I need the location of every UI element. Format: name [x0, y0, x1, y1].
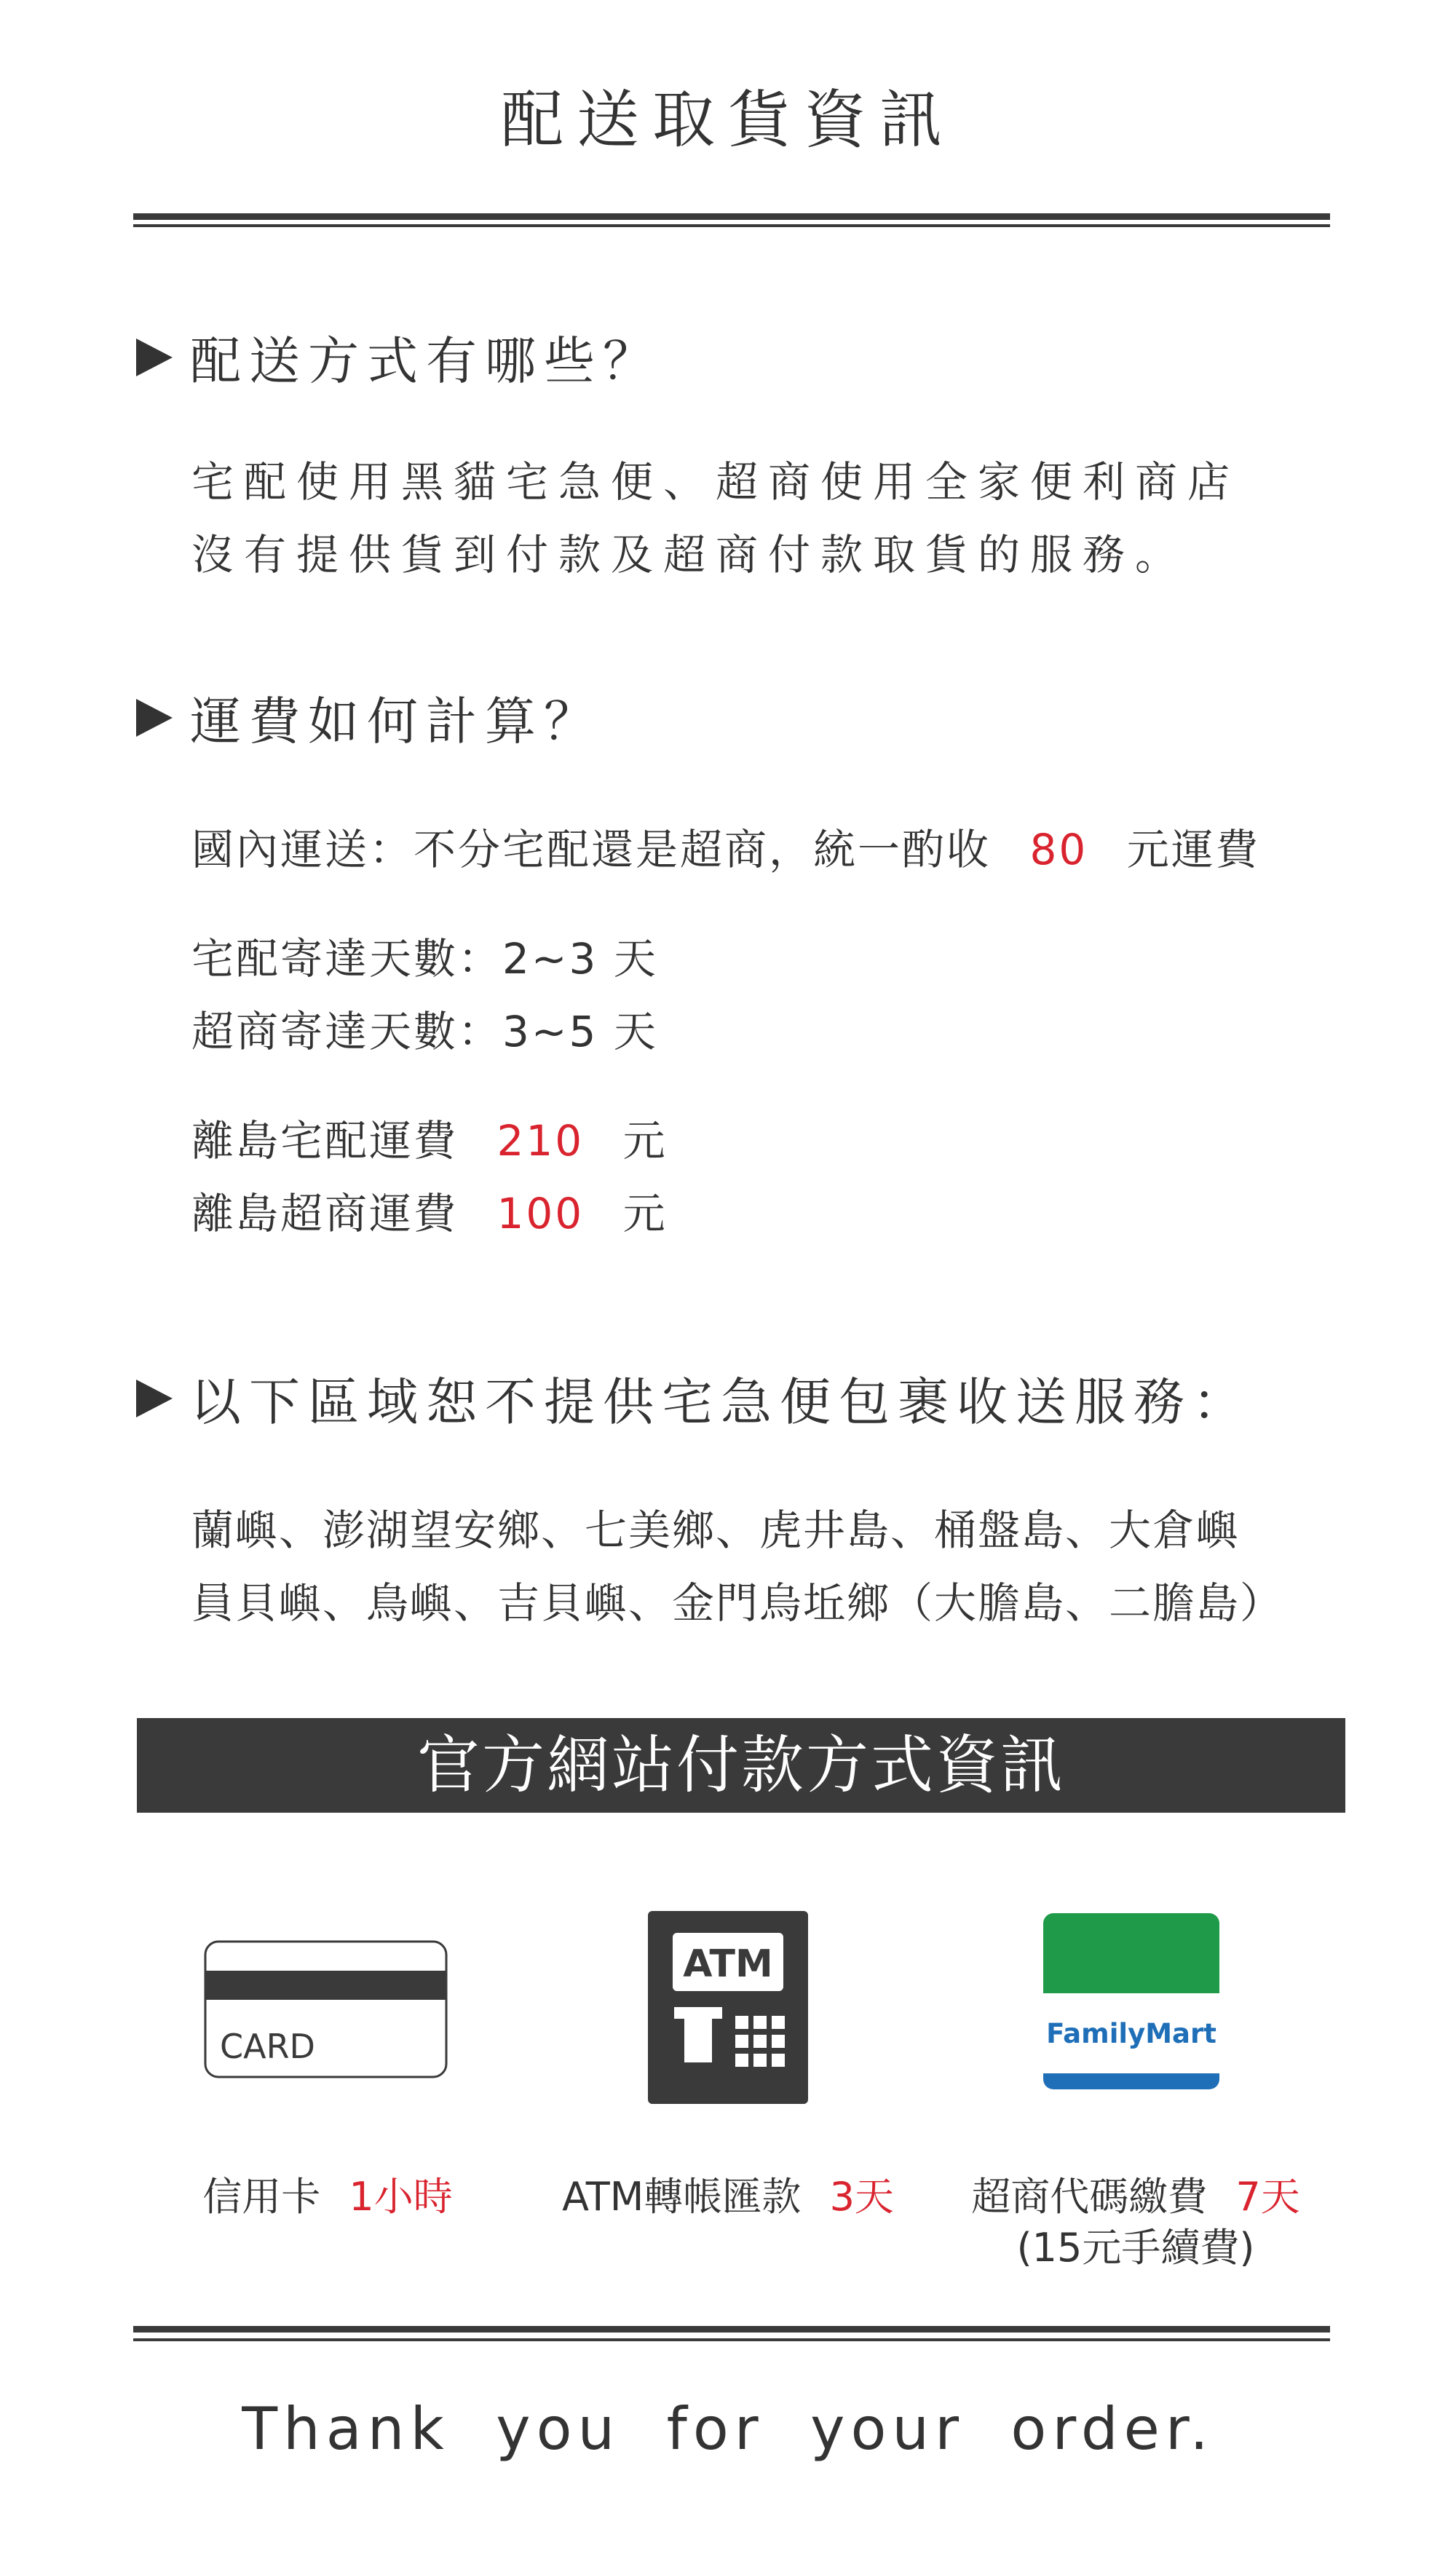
- island-home-suffix: 元: [622, 1116, 668, 1166]
- payment-label: ATM轉帳匯款: [562, 2174, 802, 2220]
- question-shipping-cost: [136, 681, 603, 754]
- payment-atm: [524, 2166, 932, 2222]
- triangle-bullet-icon: [136, 699, 173, 737]
- island-store-fee: 100: [496, 1189, 585, 1238]
- domestic-text: 國內運送：不分宅配還是超商，統一酌收: [191, 825, 992, 874]
- question-text: 以下區域恕不提供宅急便包裹收送服務：: [190, 1372, 1251, 1432]
- methods-line-1: 宅配使用黑貓宅急便、超商使用全家便利商店: [191, 457, 1241, 507]
- bottom-divider-thick: [133, 2326, 1330, 2333]
- island-home-fee-line: [191, 1107, 668, 1168]
- question-excluded-areas: [136, 1361, 1251, 1435]
- question-text: 運費如何計算？: [190, 692, 603, 751]
- island-store-text: 離島超商運費: [191, 1189, 459, 1238]
- payment-time: 7天: [1235, 2174, 1300, 2220]
- areas-line-2: 員貝嶼、鳥嶼、吉貝嶼、金門烏坵鄉（大膽島、二膽島）: [191, 1578, 1284, 1628]
- payment-time: 1小時: [349, 2174, 453, 2220]
- triangle-bullet-icon: [136, 1380, 173, 1417]
- island-store-suffix: 元: [622, 1189, 668, 1238]
- payment-banner: 官方網站付款方式資訊: [137, 1718, 1345, 1813]
- top-divider-thick: [133, 213, 1330, 220]
- payment-credit-card: [146, 2166, 510, 2222]
- card-icon-text: CARD: [220, 2027, 315, 2066]
- page-title: 配送取貨資訊: [501, 84, 955, 157]
- familymart-icon: [1043, 1913, 1219, 2089]
- question-text: 配送方式有哪些？: [190, 331, 662, 391]
- atm-icon: [648, 1911, 808, 2104]
- island-home-fee: 210: [496, 1116, 585, 1166]
- island-home-text: 離島宅配運費: [191, 1116, 459, 1166]
- island-store-fee-line: [191, 1179, 668, 1241]
- payment-label: 信用卡: [202, 2174, 321, 2220]
- domestic-suffix: 元運費: [1126, 825, 1260, 874]
- payment-label: 超商代碼繳費: [971, 2174, 1208, 2220]
- card-icon: [204, 1940, 448, 2078]
- store-delivery-days: 超商寄達天數：3~5 天: [191, 1007, 658, 1056]
- home-delivery-days: 宅配寄達天數：2~3 天: [191, 934, 658, 984]
- payment-fee-note: (15元手續費): [1016, 2225, 1255, 2271]
- payment-convenience-store: [939, 2166, 1332, 2222]
- payment-time: 3天: [829, 2174, 894, 2220]
- domestic-shipping-line: [191, 815, 1260, 877]
- top-divider-thin: [133, 224, 1330, 227]
- domestic-fee: 80: [1029, 825, 1088, 874]
- atm-icon-text: ATM: [683, 1942, 773, 1986]
- triangle-bullet-icon: [136, 339, 173, 376]
- areas-line-1: 蘭嶼、澎湖望安鄉、七美鄉、虎井島、桶盤島、大倉嶼: [191, 1505, 1241, 1555]
- question-delivery-methods: [136, 320, 662, 394]
- thank-you-footer: Thank you for your order.: [242, 2395, 1214, 2463]
- bottom-divider-thin: [133, 2338, 1330, 2341]
- methods-line-2: 沒有提供貨到付款及超商付款取貨的服務。: [191, 530, 1188, 579]
- familymart-icon-text: FamilyMart: [1046, 2018, 1216, 2049]
